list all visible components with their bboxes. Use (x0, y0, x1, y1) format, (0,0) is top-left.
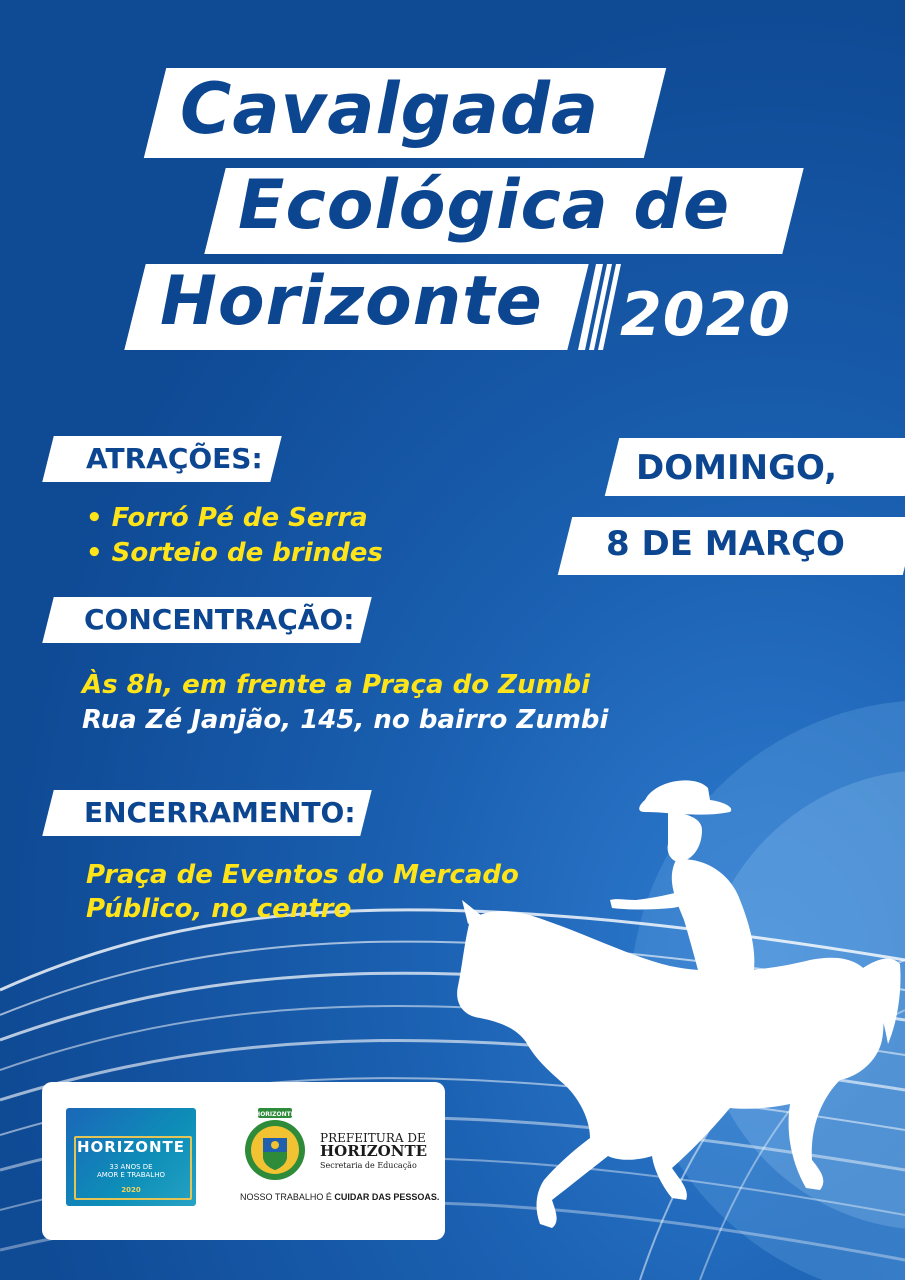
attraction-item-2: • Sorteio de brindes (86, 538, 383, 568)
prefeitura-line-1: PREFEITURA DE (320, 1131, 426, 1145)
closing-line-2: Público, no centro (86, 894, 352, 924)
horse-rider-silhouette (440, 760, 905, 1280)
badge-title: HORIZONTE (76, 1138, 186, 1156)
date-date: 8 DE MARÇO (606, 524, 845, 564)
slogan-part-2: CUIDAR DAS PESSOAS. (334, 1192, 440, 1202)
attraction-item-1: • Forró Pé de Serra (86, 503, 368, 533)
prefeitura-subtitle: Secretaria de Educação (320, 1161, 417, 1170)
badge-line-2: AMOR E TRABALHO (97, 1171, 165, 1179)
prefeitura-name (320, 1132, 427, 1158)
slogan (240, 1192, 439, 1202)
municipal-seal-icon (240, 1108, 310, 1184)
title-year: 2020 (620, 280, 791, 350)
concentration-line-2: Rua Zé Janjão, 145, no bairro Zumbi (82, 705, 609, 735)
title-line-2: Ecológica de (238, 166, 731, 245)
prefeitura-line-2: HORIZONTE (320, 1142, 428, 1160)
horizonte-33-anos-badge (66, 1108, 196, 1206)
slogan-part-1: NOSSO TRABALHO É (240, 1192, 335, 1202)
date-day: DOMINGO, (636, 448, 838, 488)
closing-line-1: Praça de Eventos do Mercado (86, 860, 519, 890)
concentration-line-1: Às 8h, em frente a Praça do Zumbi (82, 670, 591, 700)
closing-heading: ENCERRAMENTO: (84, 796, 356, 829)
badge-year: 2020 (121, 1186, 141, 1194)
seal-top-text: HORIZONTE (255, 1111, 295, 1118)
attractions-heading: ATRAÇÕES: (86, 442, 263, 475)
badge-line-1: 33 ANOS DE (109, 1163, 153, 1171)
title-line-3: Horizonte (160, 262, 543, 341)
concentration-heading: CONCENTRAÇÃO: (84, 603, 355, 636)
title-line-1: Cavalgada (180, 68, 600, 150)
